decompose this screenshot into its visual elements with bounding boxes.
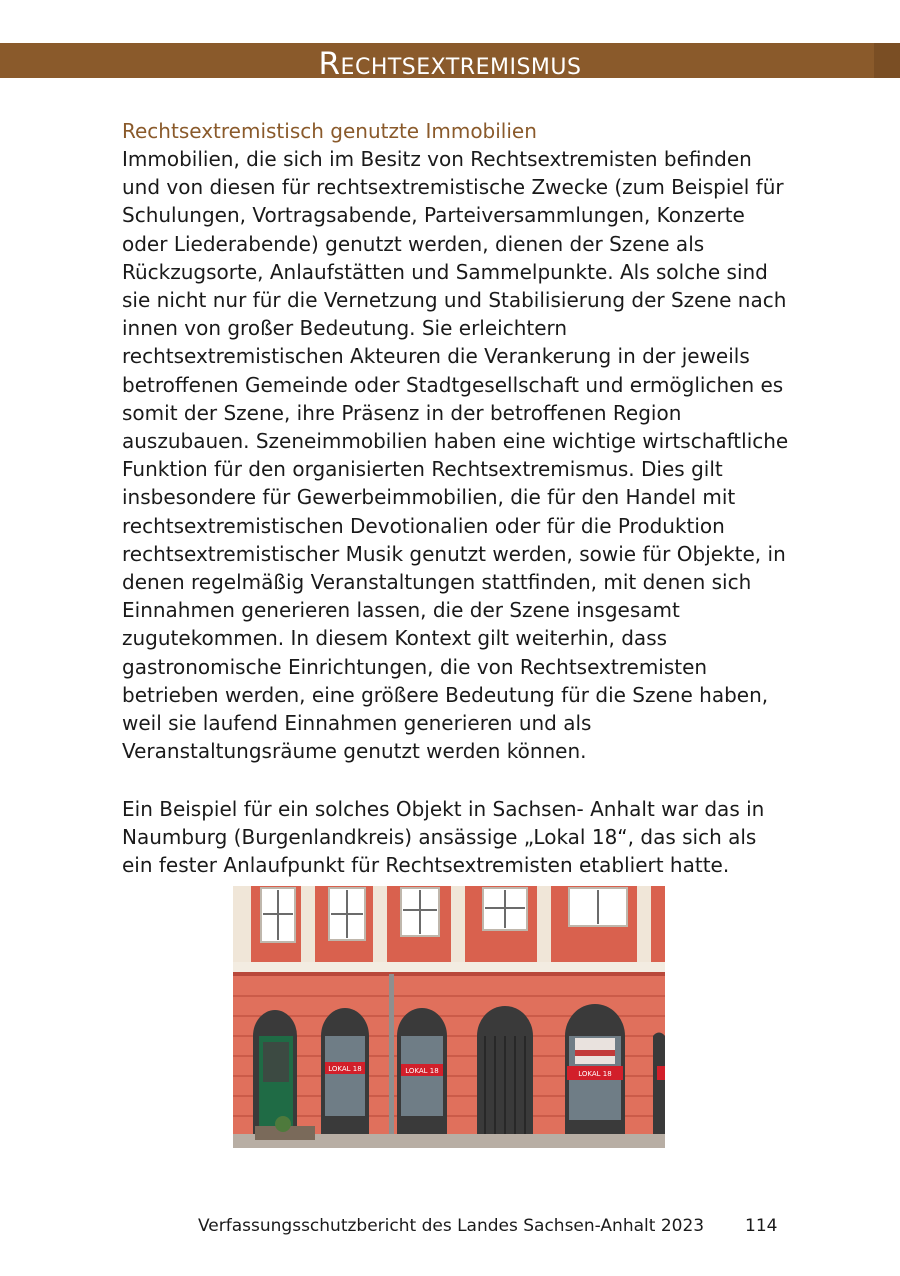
chapter-title: Rechtsextremismus <box>318 46 582 82</box>
sign-text-1: LOKAL 18 <box>328 1065 362 1073</box>
sign-text-3: LOKAL 18 <box>578 1070 612 1078</box>
building-photo <box>233 886 665 1148</box>
section-heading: Rechtsextremistisch genutzte Immobilien <box>122 119 537 143</box>
page-number: 114 <box>745 1216 778 1236</box>
footer-publication-title: Verfassungsschutzbericht des Landes Sachsen-Anhalt 2023 <box>198 1216 705 1236</box>
body-paragraph-2: Ein Beispiel für ein solches Objekt in Sachsen- Anhalt war das in Naumburg (Burgenlandkreis) ansässige „Lokal 18“, das sich als ein fester Anlaufpunkt für Rechtsextremisten etabliert hatte. <box>122 797 765 878</box>
sign-text-2: LOKAL 18 <box>405 1067 439 1075</box>
body-paragraph-1: Immobilien, die sich im Besitz von Rechtsextremisten befinden und von diesen für rechtsextremistische Zwecke (zum Beispiel für Schulungen, Vortragsabende, Parteiversammlungen, Konzerte oder Liederabende) genutzt werden, dienen der Szene als Rückzugsorte, Anlaufstätten und Sammelpunkte. Als solche sind sie nicht nur für die Vernetzung und Stabilisierung der Szene nach innen von großer Bedeutung. Sie erleichtern rechtsextremistischen Akteuren die Verankerung in der jeweils betroffenen Gemeinde oder Stadtgesellschaft und ermöglichen es somit der Szene, ihre Präsenz in der betroffenen Region auszubauen. Szeneimmobilien haben eine wichtige wirtschaftliche Funktion für den organisierten Rechtsextremismus. Dies gilt insbesondere für Gewerbeimmobilien, die für den Handel mit rechtsextremistischen Devotionalien oder für die Produktion rechtsextremistischer Musik genutzt werden, sowie für Objekte, in denen regelmäßig Veranstaltungen stattfinden, mit denen sich Einnahmen generieren lassen, die der Szene insgesamt zugutekommen. In diesem Kontext gilt weiterhin, dass gastronomische Einrichtungen, die von Rechtsextremisten betrieben werden, eine größere Bedeutung für die Szene haben, weil sie laufend Einnahmen generieren und als Veranstaltungsräume genutzt werden können. <box>122 147 789 764</box>
building-facade-illustration <box>233 886 665 1148</box>
chapter-header-band <box>0 43 900 82</box>
